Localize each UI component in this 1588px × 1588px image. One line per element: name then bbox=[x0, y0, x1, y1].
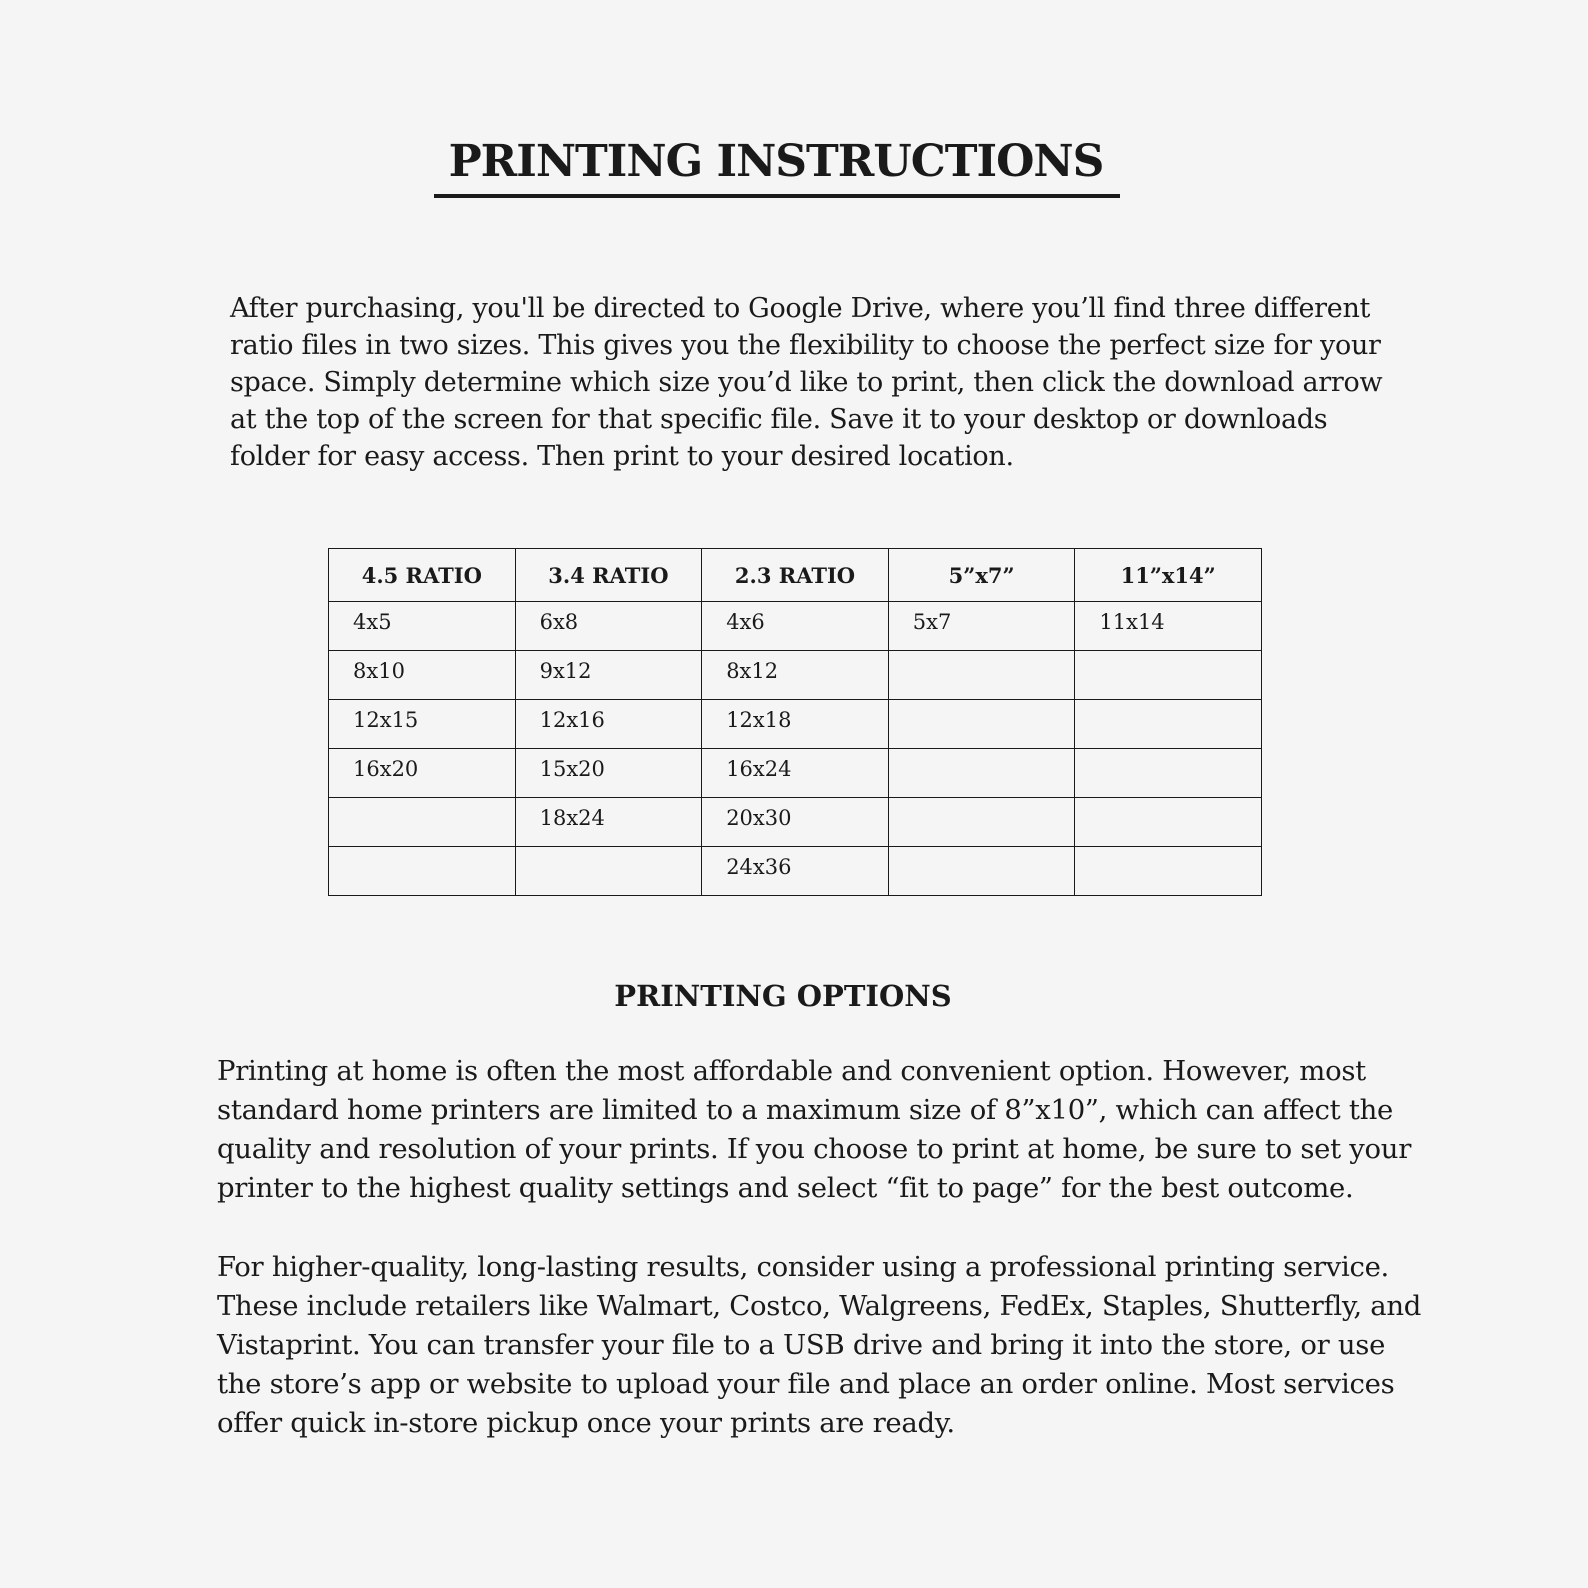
home-printing-paragraph: Printing at home is often the most affordable and convenient option. However, most standard home printers are limited to a maximum size of 8”x10”, which can affect the quality and resolution of your prints. If you choose to print at home, be sure to set your printer to the highest quality settings and select “fit to page” for the best outcome. bbox=[217, 1055, 1412, 1204]
table-cell bbox=[888, 651, 1075, 700]
table-cell: 5x7 bbox=[888, 602, 1075, 651]
table-cell bbox=[1075, 749, 1262, 798]
table-cell: 6x8 bbox=[515, 602, 702, 651]
table-cell: 18x24 bbox=[515, 798, 702, 847]
header-5x7: 5”x7” bbox=[888, 549, 1075, 602]
table-cell: 9x12 bbox=[515, 651, 702, 700]
header-3-4-ratio: 3.4 RATIO bbox=[515, 549, 702, 602]
table-cell: 15x20 bbox=[515, 749, 702, 798]
table-row bbox=[329, 602, 1262, 651]
header-4-5-ratio: 4.5 RATIO bbox=[329, 549, 516, 602]
table-cell bbox=[1075, 847, 1262, 896]
table-cell bbox=[1075, 651, 1262, 700]
table-cell: 12x16 bbox=[515, 700, 702, 749]
table-cell bbox=[1075, 700, 1262, 749]
table-cell: 24x36 bbox=[702, 847, 889, 896]
table-cell: 8x10 bbox=[329, 651, 516, 700]
table-row bbox=[329, 798, 1262, 847]
table-row bbox=[329, 847, 1262, 896]
table-row bbox=[329, 651, 1262, 700]
table-row bbox=[329, 700, 1262, 749]
size-table bbox=[328, 548, 1262, 896]
table-cell: 20x30 bbox=[702, 798, 889, 847]
table-cell bbox=[1075, 798, 1262, 847]
table-cell: 12x18 bbox=[702, 700, 889, 749]
table-cell bbox=[515, 847, 702, 896]
title-underline bbox=[434, 194, 1120, 198]
table-cell bbox=[888, 700, 1075, 749]
table-cell: 16x20 bbox=[329, 749, 516, 798]
table-cell: 4x5 bbox=[329, 602, 516, 651]
table-cell bbox=[888, 798, 1075, 847]
table-cell: 8x12 bbox=[702, 651, 889, 700]
table-cell: 4x6 bbox=[702, 602, 889, 651]
professional-printing-paragraph: For higher-quality, long-lasting results, consider using a professional printing service. These include retailers like Walmart, Costco, Walgreens, FedEx, Staples, Shutterfly, and Vistaprint. You can transfer your file to a USB drive and bring it into the store, or use the store’s app or website to upload your file and place an order online. Most services offer quick in-store pickup once your prints are ready. bbox=[217, 1251, 1422, 1439]
table-cell bbox=[888, 847, 1075, 896]
intro-paragraph: After purchasing, you'll be directed to Google Drive, where you’ll find three different ratio files in two sizes. This gives you the flexibility to choose the perfect size for your space. Simply determine which size you’d like to print, then click the download arrow at the top of the screen for that specific file. Save it to your desktop or downloads folder for easy access. Then print to your desired location. bbox=[230, 293, 1383, 472]
table-cell: 12x15 bbox=[329, 700, 516, 749]
table-cell bbox=[329, 798, 516, 847]
table-row bbox=[329, 749, 1262, 798]
header-11x14: 11”x14” bbox=[1075, 549, 1262, 602]
table-cell: 16x24 bbox=[702, 749, 889, 798]
table-cell: 11x14 bbox=[1075, 602, 1262, 651]
header-2-3-ratio: 2.3 RATIO bbox=[702, 549, 889, 602]
table-cell bbox=[888, 749, 1075, 798]
page-title: PRINTING INSTRUCTIONS bbox=[448, 136, 1104, 187]
printing-options-heading: PRINTING OPTIONS bbox=[614, 979, 952, 1013]
table-cell bbox=[329, 847, 516, 896]
table-header-row bbox=[329, 549, 1262, 602]
